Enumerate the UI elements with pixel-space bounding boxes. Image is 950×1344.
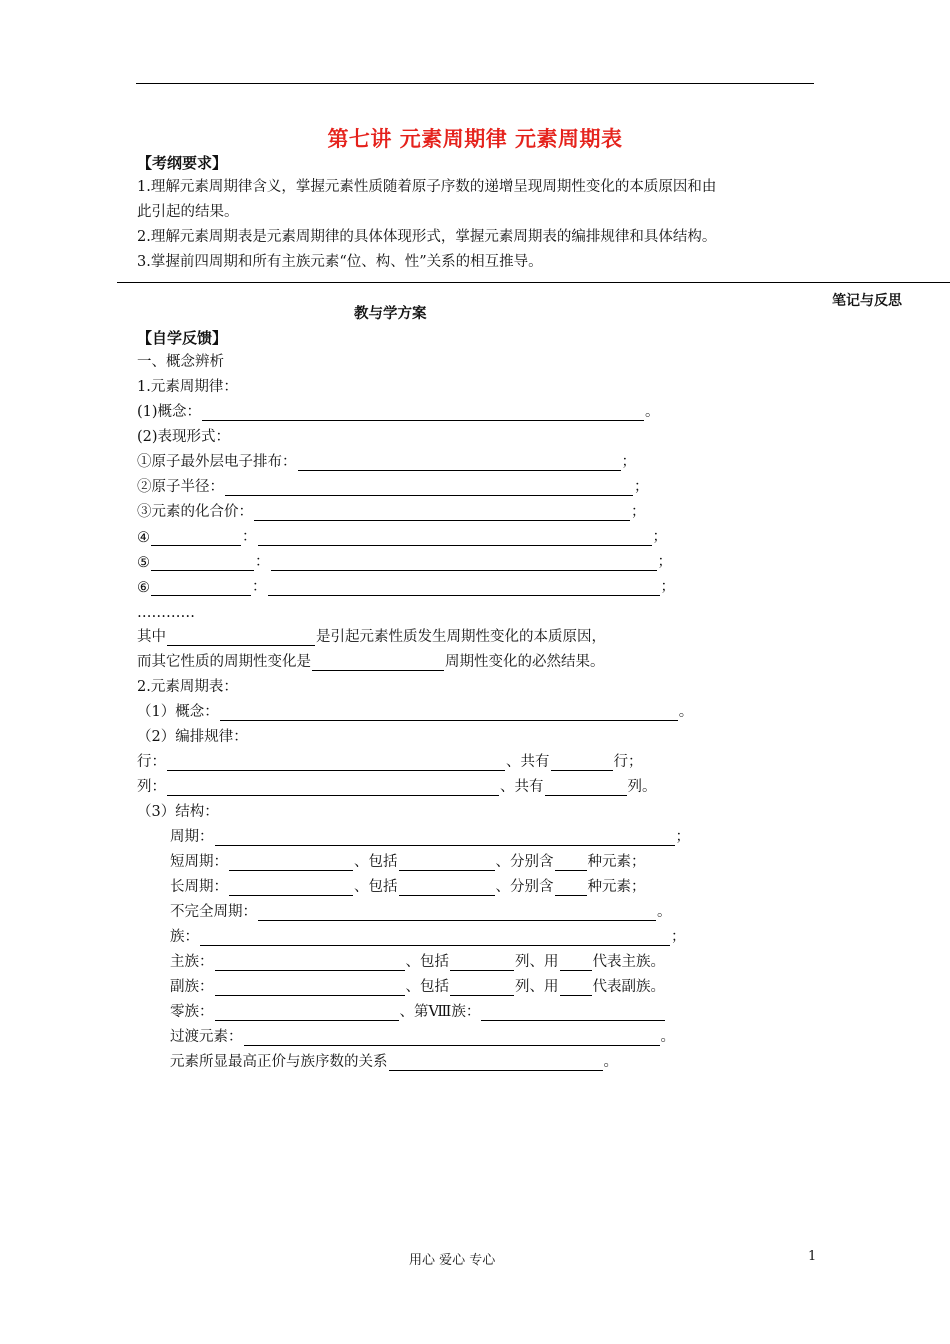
page-number: 1 [808, 1249, 817, 1264]
worksheet-line [137, 349, 224, 371]
fill-in-blank[interactable] [399, 855, 495, 871]
fill-in-blank[interactable] [258, 905, 656, 921]
worksheet-line [137, 374, 238, 396]
line-text: 、包括 [405, 954, 449, 970]
worksheet-line [170, 974, 665, 996]
line-text: ： [255, 554, 270, 570]
fill-in-blank[interactable] [254, 505, 630, 521]
line-text: （1）概念： [137, 704, 219, 720]
fill-in-blank[interactable] [167, 755, 505, 771]
line-text: ： [252, 579, 267, 595]
line-text: 、包括 [354, 854, 398, 870]
line-text: 族： [170, 929, 199, 945]
line-text: 、包括 [354, 879, 398, 895]
fill-in-blank[interactable] [225, 480, 633, 496]
worksheet-line [170, 824, 690, 846]
fill-in-blank[interactable] [555, 880, 587, 896]
line-text: ： [242, 529, 257, 545]
line-text: 是引起元素性质发生周期性变化的本质原因， [316, 629, 606, 645]
worksheet-line [137, 724, 248, 746]
line-text: 2.元素周期表： [137, 679, 238, 695]
fill-in-blank[interactable] [551, 755, 613, 771]
fill-in-blank[interactable] [215, 830, 675, 846]
line-text: 短周期： [170, 854, 228, 870]
fill-in-blank[interactable] [312, 655, 444, 671]
worksheet-line [137, 599, 195, 621]
line-text: 列、用 [515, 979, 559, 995]
line-text: 周期性变化的必然结果。 [445, 654, 605, 670]
fill-in-blank[interactable] [560, 955, 592, 971]
fill-in-blank[interactable] [151, 555, 254, 571]
fill-in-blank[interactable] [220, 705, 678, 721]
fill-in-blank[interactable] [560, 980, 592, 996]
fill-in-blank[interactable] [545, 780, 627, 796]
section-title: 教与学方案 [354, 306, 427, 322]
line-text: ⑥ [137, 580, 150, 596]
line-text: ③元素的化合价： [137, 504, 253, 520]
worksheet-line [170, 874, 646, 896]
line-text: 种元素； [587, 879, 646, 895]
worksheet-line [170, 1024, 675, 1046]
line-text: 。 [645, 404, 660, 420]
line-text: 元素所显最高正价与族序数的关系 [170, 1054, 388, 1070]
self-study-heading: 【自学反馈】 [137, 329, 228, 347]
line-text: 、第Ⅷ族： [399, 1004, 481, 1020]
line-text: 过渡元素： [170, 1029, 243, 1045]
top-rule [136, 83, 814, 84]
worksheet-line [137, 524, 667, 546]
fill-in-blank[interactable] [229, 880, 353, 896]
line-text: 。 [660, 1029, 675, 1045]
requirement-item: 2.理解元素周期表是元素周期律的具体体现形式，掌握元素周期表的编排规律和具体结构。 [137, 229, 717, 245]
worksheet-line [137, 624, 606, 646]
fill-in-blank[interactable] [389, 1055, 603, 1071]
worksheet-line [137, 449, 636, 471]
requirement-item: 此引起的结果。 [137, 204, 239, 220]
line-text: 、共有 [500, 779, 544, 795]
worksheet-line [137, 574, 675, 596]
worksheet-line [137, 649, 605, 671]
requirement-item: 3.掌握前四周期和所有主族元素“位、构、性”关系的相互推导。 [137, 254, 543, 270]
line-text: ； [631, 504, 646, 520]
worksheet-line [137, 424, 230, 446]
worksheet-line [137, 499, 646, 521]
requirements-heading: 【考纲要求】 [137, 154, 228, 172]
line-text: 列、用 [515, 954, 559, 970]
fill-in-blank[interactable] [481, 1005, 665, 1021]
line-text: 。 [678, 704, 694, 720]
line-text: 主族： [170, 954, 214, 970]
line-text: 。 [657, 904, 672, 920]
line-text: 行； [613, 754, 643, 770]
line-text: 周期： [170, 829, 214, 845]
footer-motto: 用心 爱心 专心 [409, 1253, 496, 1268]
worksheet-line [170, 849, 646, 871]
line-text: 行： [137, 754, 166, 770]
line-text: 种元素； [587, 854, 646, 870]
fill-in-blank[interactable] [200, 930, 670, 946]
fill-in-blank[interactable] [298, 455, 621, 471]
line-text: 。 [603, 1054, 618, 1070]
line-text: ； [652, 529, 667, 545]
fill-in-blank[interactable] [151, 580, 251, 596]
line-text: 不完全周期： [170, 904, 257, 920]
line-text: 副族： [170, 979, 214, 995]
line-text: ②原子半径： [137, 479, 224, 495]
line-text: 代表副族。 [592, 979, 665, 995]
line-text: （2）编排规律： [137, 729, 248, 745]
line-text: 列。 [627, 779, 657, 795]
worksheet-line [170, 999, 666, 1021]
line-text: （3）结构： [137, 804, 219, 820]
line-text: 一、概念辨析 [137, 354, 224, 370]
fill-in-blank[interactable] [151, 530, 241, 546]
line-text: ④ [137, 530, 150, 546]
fill-in-blank[interactable] [215, 1005, 399, 1021]
fill-in-blank[interactable] [244, 1030, 660, 1046]
line-text: ； [621, 454, 636, 470]
line-text: ； [675, 829, 690, 845]
line-text: 而其它性质的周期性变化是 [137, 654, 311, 670]
worksheet-line [137, 749, 643, 771]
fill-in-blank[interactable] [202, 405, 644, 421]
worksheet-line [137, 674, 238, 696]
line-text: 列： [137, 779, 166, 795]
fill-in-blank[interactable] [450, 980, 514, 996]
line-text: 零族： [170, 1004, 214, 1020]
line-text: 代表主族。 [592, 954, 665, 970]
fill-in-blank[interactable] [271, 555, 657, 571]
line-text: 、分别含 [495, 879, 554, 895]
worksheet-line [137, 699, 693, 721]
fill-in-blank[interactable] [268, 580, 660, 596]
line-text: 长周期： [170, 879, 228, 895]
line-text: 、分别含 [495, 854, 554, 870]
worksheet-line [137, 399, 660, 421]
worksheet-line [170, 1049, 618, 1071]
notes-column-title: 笔记与反思 [832, 293, 902, 309]
fill-in-blank[interactable] [258, 530, 652, 546]
worksheet-line [170, 899, 672, 921]
fill-in-blank[interactable] [555, 855, 587, 871]
line-text: ； [671, 929, 686, 945]
fill-in-blank[interactable] [229, 855, 353, 871]
fill-in-blank[interactable] [215, 955, 405, 971]
line-text: ； [657, 554, 672, 570]
worksheet-line [137, 549, 672, 571]
line-text: ； [660, 579, 675, 595]
line-text: (2)表现形式： [137, 429, 231, 445]
worksheet-line [137, 799, 219, 821]
section-rule [117, 282, 950, 283]
line-text: ①原子最外层电子排布： [137, 454, 297, 470]
line-text: ； [634, 479, 649, 495]
line-text: 、共有 [506, 754, 550, 770]
page-title: 第七讲 元素周期律 元素周期表 [327, 127, 623, 151]
line-text: ………… [137, 605, 195, 621]
requirement-item: 1.理解元素周期律含义，掌握元素性质随着原子序数的递增呈现周期性变化的本质原因和由 [137, 179, 717, 195]
line-text: ⑤ [137, 555, 150, 571]
worksheet-line [137, 774, 657, 796]
worksheet-line [137, 474, 649, 496]
line-text: 、包括 [405, 979, 449, 995]
fill-in-blank[interactable] [167, 780, 499, 796]
fill-in-blank[interactable] [215, 980, 405, 996]
fill-in-blank[interactable] [167, 630, 315, 646]
worksheet-line [170, 949, 665, 971]
fill-in-blank[interactable] [450, 955, 514, 971]
worksheet-line [170, 924, 686, 946]
line-text: 其中 [137, 629, 166, 645]
fill-in-blank[interactable] [399, 880, 495, 896]
line-text: (1)概念： [137, 404, 202, 420]
line-text: 1.元素周期律： [137, 379, 238, 395]
